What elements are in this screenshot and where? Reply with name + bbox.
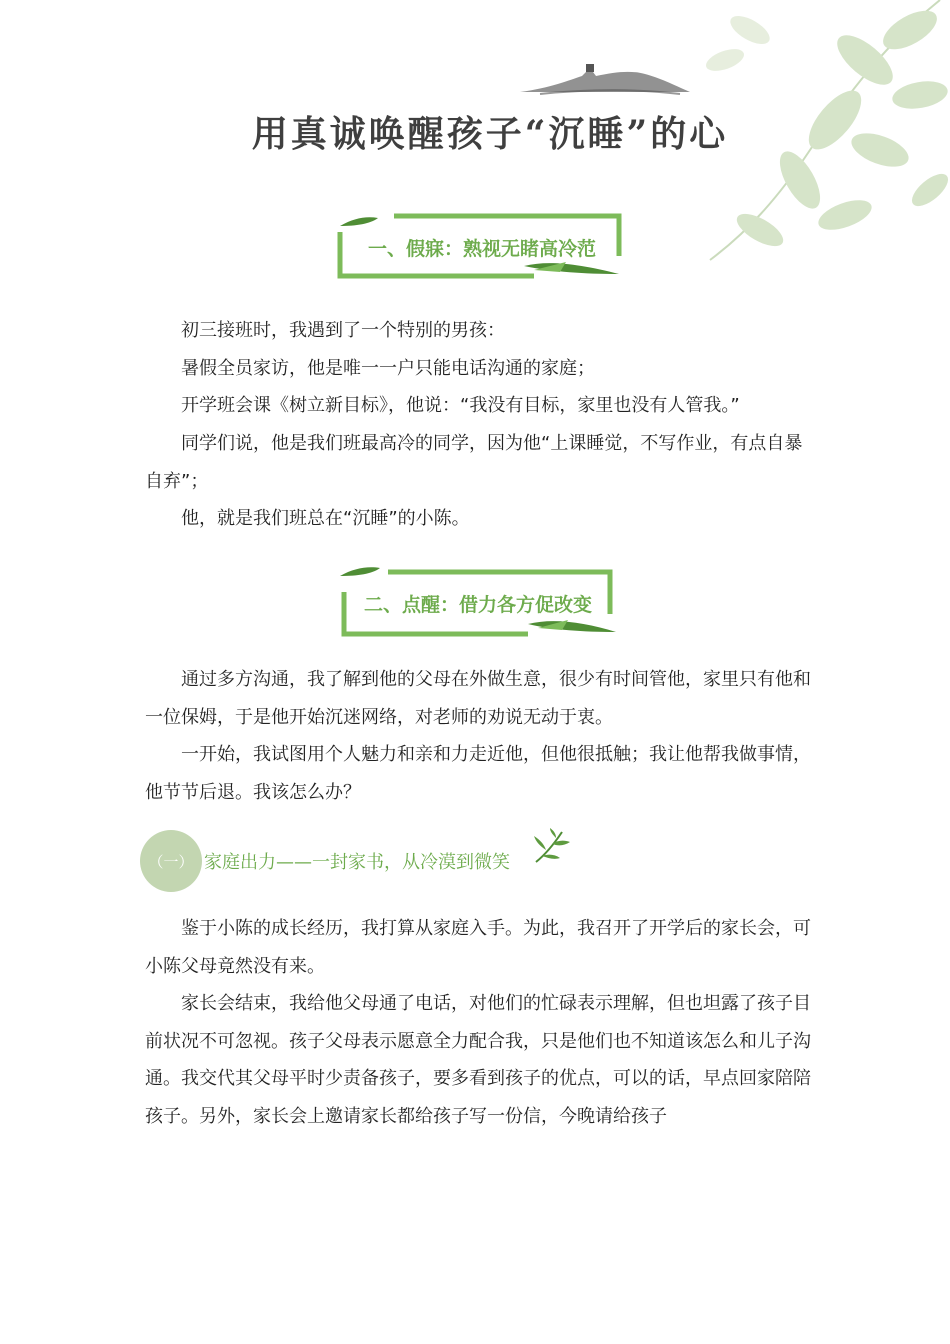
subsection-title: 家庭出力——一封家书，从冷漠到微笑 [204,852,510,873]
paragraph: 鉴于小陈的成长经历，我打算从家庭入手。为此，我召开了开学后的家长会，可小陈父母竟然没有来。 [145,918,811,977]
bamboo-leaf-icon [532,828,572,866]
paragraph: 暑假全员家访，他是唯一一户只能电话沟通的家庭； [181,358,595,379]
paragraph: 初三接班时，我遇到了一个特别的男孩： [181,320,505,341]
paragraph: 一开始，我试图用个人魅力和亲和力走近他，但他很抵触；我让他帮我做事情，他节节后退。我该怎么办？ [145,744,811,803]
section-heading-frame-1 [334,208,629,284]
paragraph: 开学班会课《树立新目标》，他说：“我没有目标，家里也没有人管我。” [181,395,740,416]
page-title: 用真诚唤醒孩子“沉睡”的心 [251,113,729,155]
section-title-1: 一、假寐：熟视无睹高冷范 [368,238,597,260]
paragraph: 通过多方沟通，我了解到他的父母在外做生意，很少有时间管他，家里只有他和一位保姆，于是他开始沉迷网络，对老师的劝说无动于衷。 [145,669,811,728]
subsection-heading [140,830,600,892]
section-heading-frame-2 [338,562,618,642]
paragraph: 家长会结束，我给他父母通了电话，对他们的忙碌表示理解，但也坦露了孩子目前状况不可忽视。孩子父母表示愿意全力配合我，只是他们也不知道该怎么和儿子沟通。我交代其父母平时少责备孩子，要多看到孩子的优点，可以的话，早点回家陪陪孩子。另外，家长会上邀请家长都给孩子写一份信，今晚请给孩子 [145,993,811,1127]
paragraph: 他，就是我们班总在“沉睡”的小陈。 [181,508,470,529]
paragraph: 同学们说，他是我们班最高冷的同学，因为他“上课睡觉，不写作业，有点自暴自弃”； [145,433,803,492]
subsection-number-badge: （一） [140,830,202,892]
mountain-ink-decoration-icon [520,62,690,98]
section-title-2: 二、点醒：借力各方促改变 [364,594,593,616]
